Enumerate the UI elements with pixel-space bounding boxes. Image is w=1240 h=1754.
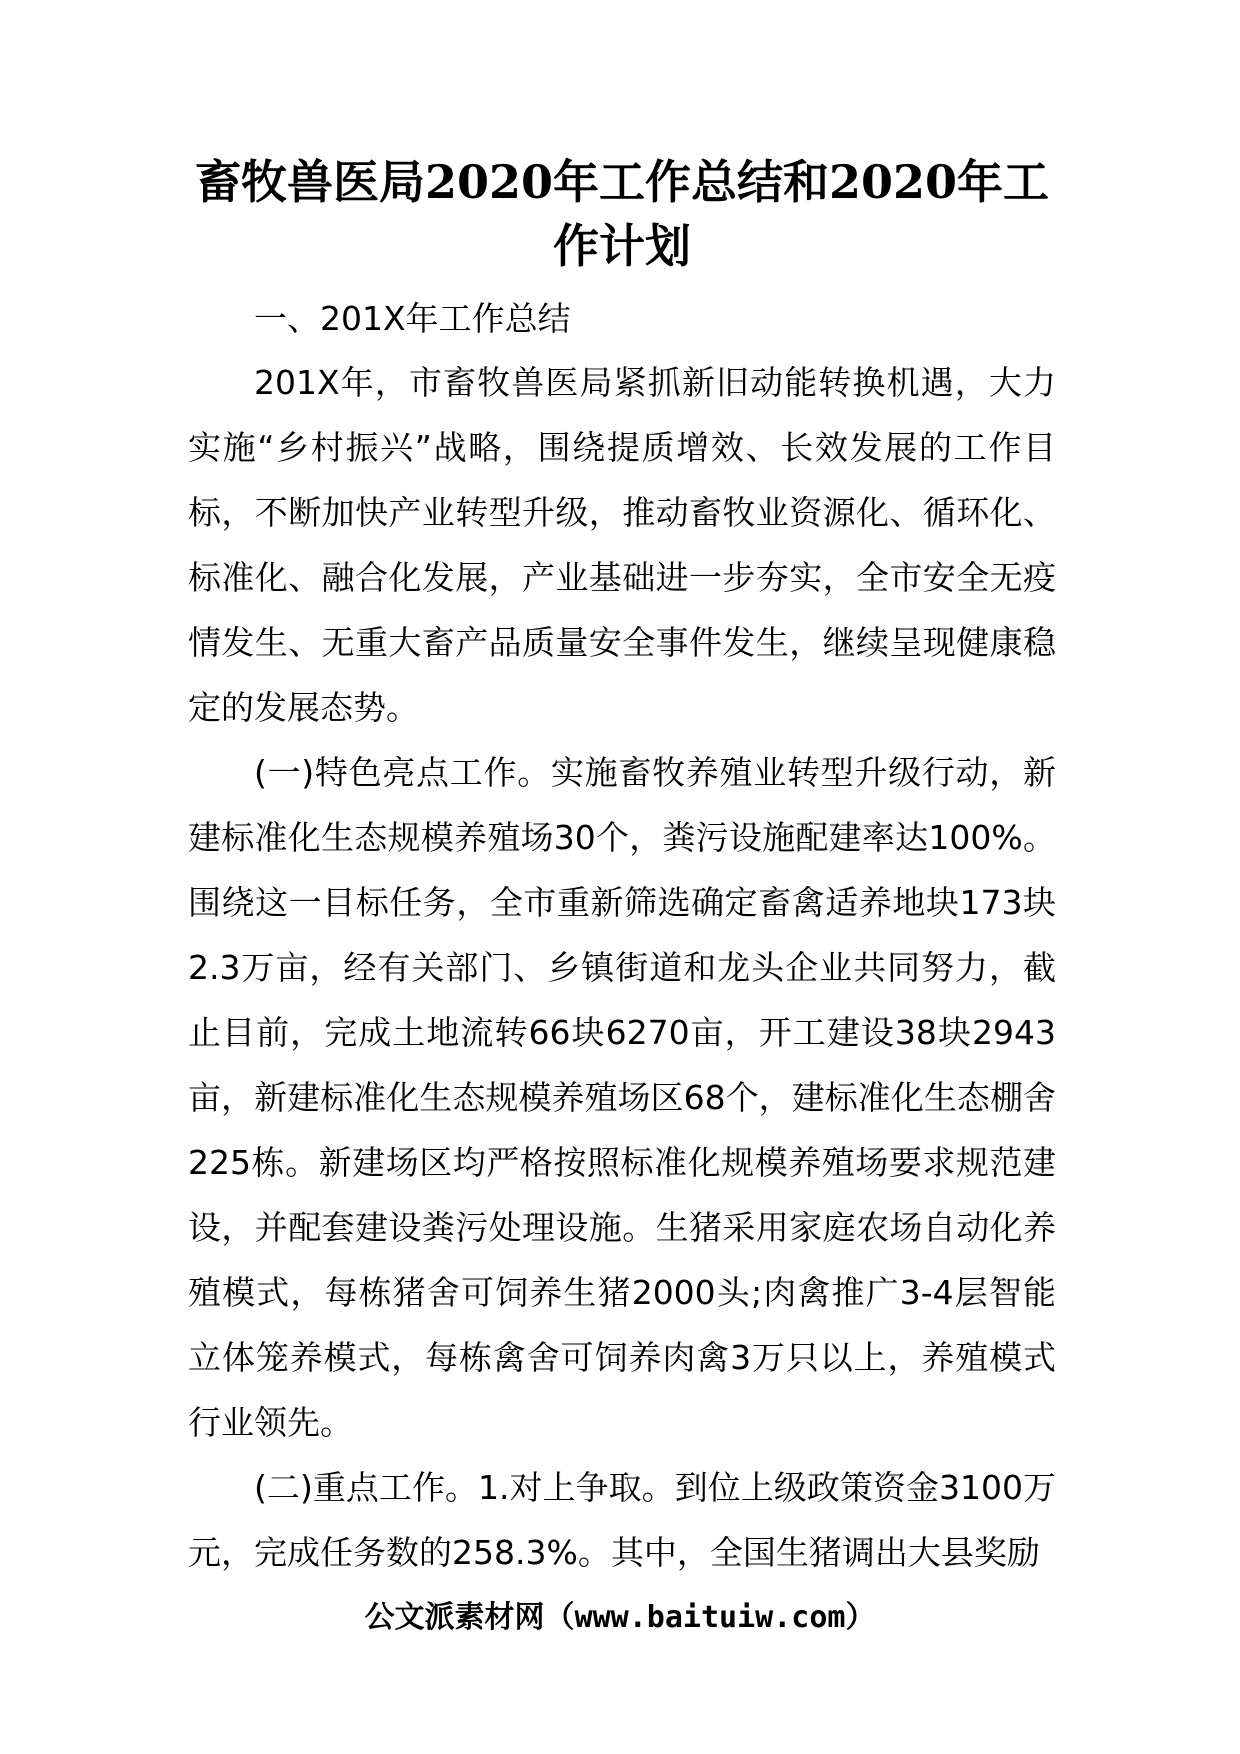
document-page xyxy=(188,150,1056,1585)
footer-watermark xyxy=(0,1598,1240,1638)
section-heading: 一、201X年工作总结 xyxy=(254,299,571,338)
paragraph-key-work: (二)重点工作。1.对上争取。到位上级政策资金3100万元，完成任务数的258.3%。其中，全国生猪调出大县奖励 xyxy=(188,1468,1056,1572)
paragraph-highlights: (一)特色亮点工作。实施畜牧养殖业转型升级行动，新建标准化生态规模养殖场30个，粪污设施配建率达100%。围绕这一目标任务，全市重新筛选确定畜禽适养地块173块2.3万亩，经有关部门、乡镇街道和龙头企业共同努力，截止目前，完成土地流转66块6270亩，开工建设38块2943亩，新建标准化生态规模养殖场区68个，建标准化生态棚舍225栋。新建场区均严格按照标准化规模养殖场要求规范建设，并配套建设粪污处理设施。生猪采用家庭农场自动化养殖模式，每栋猪舍可饲养生猪2000头;肉禽推广3-4层智能立体笼养模式，每栋禽舍可饲养肉禽3万只以上，养殖模式行业领先。 xyxy=(188,753,1056,1442)
footer-url[interactable]: （www.baituiw.com） xyxy=(544,1600,876,1635)
document-title: 畜牧兽医局2020年工作总结和2020年工作计划 xyxy=(194,155,1050,273)
paragraph-intro: 201X年，市畜牧兽医局紧抓新旧动能转换机遇，大力实施“乡村振兴”战略，围绕提质增效、长效发展的工作目标，不断加快产业转型升级，推动畜牧业资源化、循环化、标准化、融合化发展，产业基础进一步夯实，全市安全无疫情发生、无重大畜产品质量安全事件发生，继续呈现健康稳定的发展态势。 xyxy=(188,363,1056,727)
footer-site-name: 公文派素材网 xyxy=(364,1600,545,1635)
